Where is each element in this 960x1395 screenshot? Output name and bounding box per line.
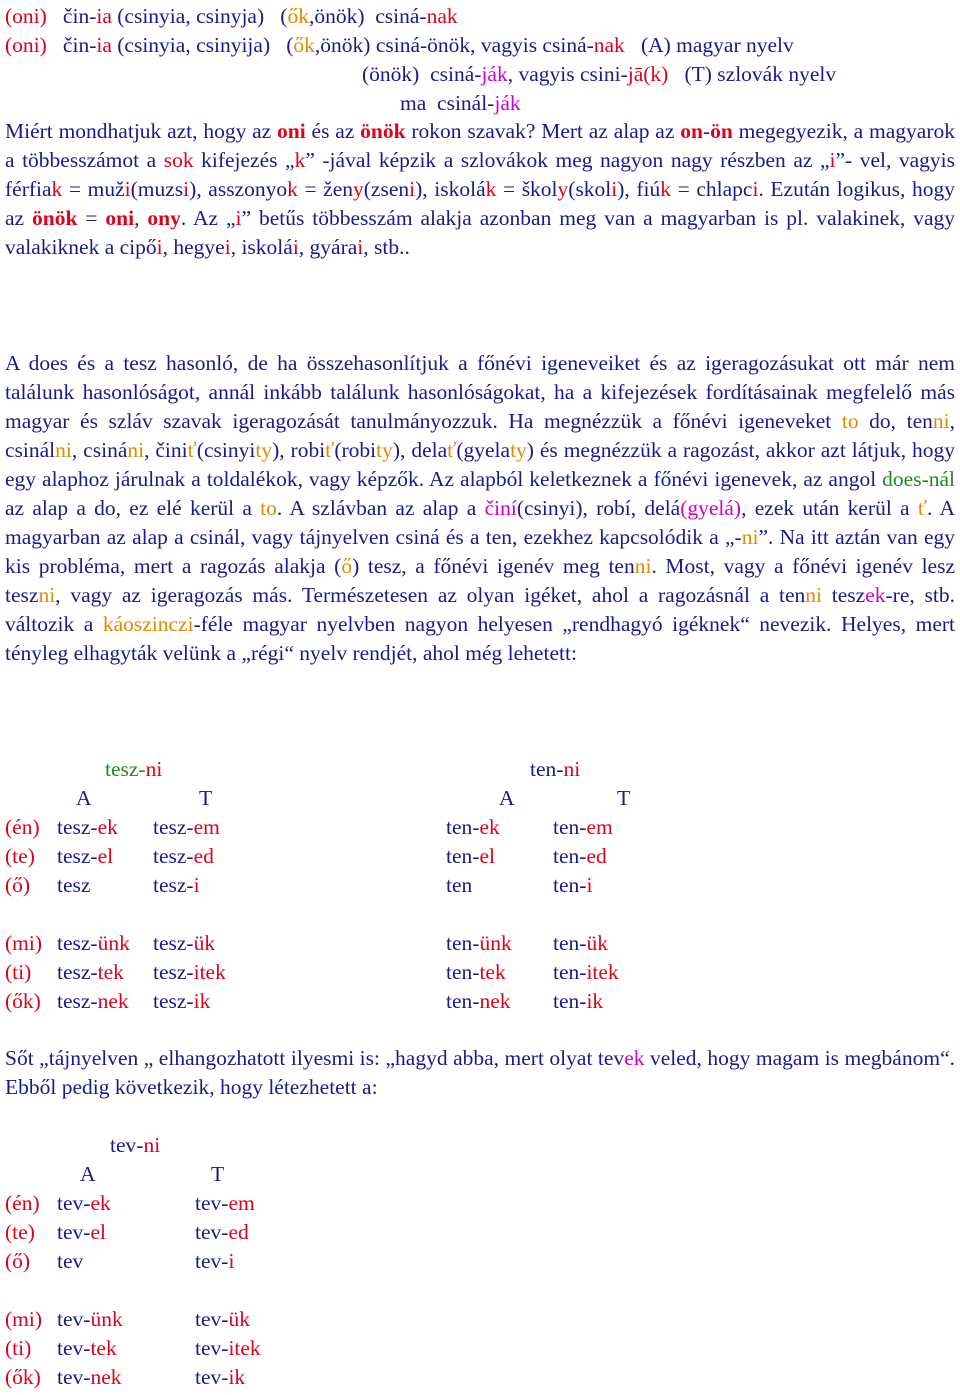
table1-right-A-form: ten-tek xyxy=(446,960,506,984)
table2-A: A xyxy=(80,1162,96,1186)
table1-left-A-form: tesz-ünk xyxy=(57,931,130,955)
table1-pronoun: (mi) xyxy=(5,931,43,955)
table1-right-T-form: ten-i xyxy=(553,873,593,897)
table2-pronoun: (mi) xyxy=(5,1307,43,1331)
table1-right-T-form: ten-em xyxy=(553,815,613,839)
table1-left-T-form: tesz-em xyxy=(153,815,220,839)
table1-left-A-form: tesz xyxy=(57,873,91,897)
table2-A-form: tev-nek xyxy=(57,1365,122,1389)
table1-left-T-form: tesz-ed xyxy=(153,844,214,868)
table1-left-head: tesz-ni xyxy=(105,757,163,781)
table2-T-form: tev-itek xyxy=(195,1336,261,1360)
table1-left-A: A xyxy=(76,786,92,810)
table2-A-form: tev-tek xyxy=(57,1336,117,1360)
table2-A-form: tev-ünk xyxy=(57,1307,123,1331)
table2-A-form: tev-el xyxy=(57,1220,106,1244)
table2-pronoun: (én) xyxy=(5,1191,40,1215)
table1-pronoun: (te) xyxy=(5,844,35,868)
table1-right-A-form: ten-ünk xyxy=(446,931,512,955)
table2-pronoun: (te) xyxy=(5,1220,35,1244)
table1-left-A-form: tesz-el xyxy=(57,844,114,868)
paragraph-2: A does és a tesz hasonló, de ha összehasonlítjuk a főnévi igeneveiket és az igeragozásukat ott már nem találunk hasonlóságot, annál inkább találunk hasonlóságokat, ha a kifejezések fordításainak megfelelő más magyar és szláv szavak igeragozását tanulmányozzuk. Ha megnézzük a főnévi igeneveket to do, tenni, csinálni, csináni, činiť(csinyity), robiť(robity), delať(gyelaty) és megnézzük a ragozást, akkor azt látjuk, hogy egy alaphoz járulnak a toldalékok, vagy képzők. Az alapból keletkeznek a főnévi igenevek, az angol does-nál az alap a do, ez elé kerül a to. A szlávban az alap a činí(csinyi), robí, delá(gyelá), ezek után kerül a ť. A magyarban az alap a csinál, vagy tájnyelven csiná és a ten, ezekhez kapcsolódik a „-ni”. Na itt aztán van egy kis probléma, mert a ragozás alakja (ő) tesz, a főnévi igenév meg tenni. Most, vagy a főnévi igenév lesz teszni, vagy az igeragozás más. Természetesen az olyan igéket, ahol a ragozásnál a tenni teszek-re, stb. változik a káoszinczi-féle magyar nyelvben nagyon helyesen „rendhagyó igéknek“ nevezik. Helyes, mert tényleg elhagyták velünk a „régi“ nyelv rendjét, ahol még lehetett: xyxy=(5,351,956,665)
table2-A-form: tev-ek xyxy=(57,1191,111,1215)
paragraph-3: Sőt „tájnyelven „ elhangozhatott ilyesmi is: „hagyd abba, mert olyat tevek veled, hogy magam is megbánom“. Ebből pedig következik, hogy létezhetett a: xyxy=(5,1046,955,1099)
table1-right-T-form: ten-itek xyxy=(553,960,619,984)
table1-left-T-form: tesz-ük xyxy=(153,931,216,955)
table1-right-A-form: ten-nek xyxy=(446,989,511,1013)
table1-right-A-form: ten xyxy=(446,873,473,897)
table1-right-T-form: ten-ik xyxy=(553,989,604,1013)
table1-right-T-form: ten-ük xyxy=(553,931,608,955)
header-row-3: (önök) csiná-ják, vagyis csini-jā(k) (T) szlovák nyelv xyxy=(362,62,837,86)
table2-A-form: tev xyxy=(57,1249,84,1273)
table1-left-T: T xyxy=(199,786,213,810)
table1-right-A-form: ten-ek xyxy=(446,815,500,839)
table2-T-form: tev-ük xyxy=(195,1307,250,1331)
table1-left-A-form: tesz-tek xyxy=(57,960,124,984)
table2-pronoun: (ők) xyxy=(5,1365,41,1389)
table1-right-A-form: ten-el xyxy=(446,844,495,868)
table1-left-T-form: tesz-ik xyxy=(153,989,211,1013)
table2-head: tev-ni xyxy=(110,1133,161,1157)
table1-pronoun: (ti) xyxy=(5,960,32,984)
table2-T-form: tev-i xyxy=(195,1249,235,1273)
table1-pronoun: (ők) xyxy=(5,989,41,1013)
table1-left-T-form: tesz-i xyxy=(153,873,200,897)
table2-T-form: tev-ed xyxy=(195,1220,249,1244)
table1-pronoun: (én) xyxy=(5,815,40,839)
table1-right-T-form: ten-ed xyxy=(553,844,607,868)
table2-pronoun: (ti) xyxy=(5,1336,32,1360)
table1-right-A: A xyxy=(499,786,515,810)
table1-pronoun: (ő) xyxy=(5,873,31,897)
table1-left-A-form: tesz-ek xyxy=(57,815,118,839)
paragraph-1: Miért mondhatjuk azt, hogy az oni és az önök rokon szavak? Mert az alap az on-ön megegyezik, a magyarok a többesszámot a sok kifejezés „k” -jával képzik a szlovákok meg nagyon nagy részben az „i”- vel, vagyis férfiak = muži(muzsi), asszonyok = ženy(zseni), iskolák = školy(skoli), fiúk = chlapci. Ezután logikus, hogy az önök = oni, ony. Az „i” betűs többesszám alakja azonban meg van a magyarban is pl. valakinek, vagy valakiknek a cipői, hegyei, iskolái, gyárai, stb.. xyxy=(5,119,955,259)
table2-T: T xyxy=(211,1162,225,1186)
table2-T-form: tev-ik xyxy=(195,1365,246,1389)
table1-left-T-form: tesz-itek xyxy=(153,960,226,984)
table2-T-form: tev-em xyxy=(195,1191,255,1215)
header-row-4: ma csinál-ják xyxy=(400,91,521,115)
table1-right-head: ten-ni xyxy=(530,757,581,781)
header-row-1: (oni) čin-ia (csinyia, csinyja) (ők,önök) csiná-nak xyxy=(5,4,458,28)
header-row-2: (oni) čin-ia (csinyia, csinyija) (ők,önök) csiná-önök, vagyis csiná-nak (A) magyar nyelv xyxy=(5,33,794,57)
table2-pronoun: (ő) xyxy=(5,1249,31,1273)
table1-left-A-form: tesz-nek xyxy=(57,989,129,1013)
table1-right-T: T xyxy=(617,786,631,810)
